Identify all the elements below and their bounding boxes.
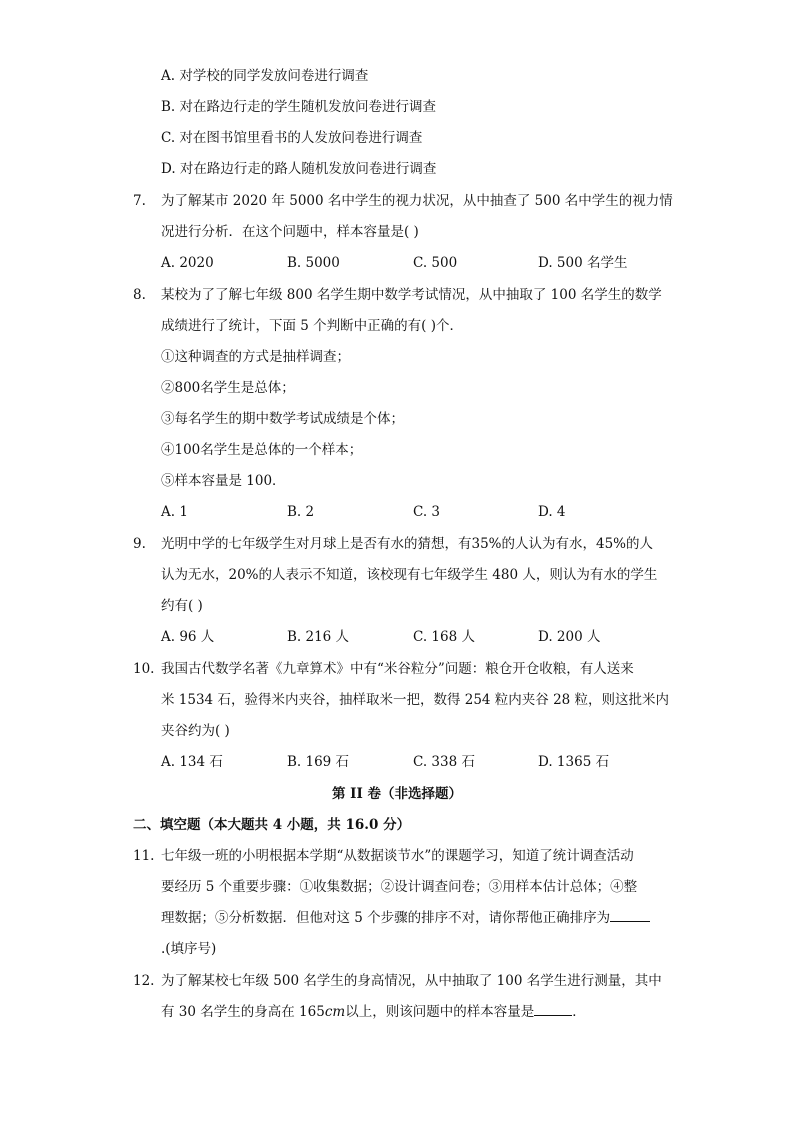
q8-option-c: C. 3: [413, 504, 441, 520]
q11-text-line2: 要经历 5 个重要步骤：①收集数据；②设计调查问卷；③用样本估计总体；④整: [161, 879, 638, 895]
q6-option-a: A. 对学校的同学发放问卷进行调查: [161, 68, 369, 84]
q8-text-line2: 成绩进行了统计，下面 5 个判断中正确的有( )个．: [161, 318, 463, 334]
q12-line2-post: 以上，则该问题中的样本容量是: [345, 1004, 535, 1020]
q12-line2-pre: 有 30 名学生的身高在 165: [161, 1004, 325, 1020]
part2-title: 第 II 卷（非选择题）: [331, 786, 463, 802]
q7-option-c: C. 500: [413, 255, 458, 271]
q8-number: 8.: [133, 287, 146, 303]
q9-text-line3: 约有( ): [161, 598, 203, 614]
q7-option-b: B. 5000: [287, 255, 340, 271]
q11-text-line3: [161, 909, 650, 927]
q12-number: 12.: [133, 973, 155, 989]
q7-text-line2: 况进行分析．在这个问题中，样本容量是( ): [161, 224, 419, 240]
q11-text-line3-content: 理数据；⑤分析数据．但他对这 5 个步骤的排序不对，请你帮他正确排序为: [161, 910, 611, 926]
q9-text-line2: 认为无水，20%的人表示不知道，该校现有七年级学生 480 人，则认为有水的学生: [161, 567, 658, 583]
q11-text-line4: .(填序号): [161, 941, 217, 957]
q8-statement-3: ③每名学生的期中数学考试成绩是个体；: [161, 411, 404, 427]
q8-statement-2: ②800名学生是总体；: [161, 380, 295, 396]
q9-number: 9.: [133, 536, 146, 552]
q9-text-line1: 光明中学的七年级学生对月球上是否有水的猜想，有35%的人认为有水，45%的人: [161, 536, 654, 552]
q8-option-d: D. 4: [538, 504, 566, 520]
q10-option-d: D. 1365 石: [538, 754, 610, 770]
q10-option-c: C. 338 石: [413, 754, 475, 770]
q11-number: 11.: [133, 848, 155, 864]
q9-option-c: C. 168 人: [413, 629, 475, 645]
q12-answer-blank[interactable]: [534, 1003, 572, 1016]
q12-line2-end: ．: [572, 1004, 586, 1020]
q7-option-d: D. 500 名学生: [538, 255, 628, 271]
q10-text-line1: 我国古代数学名著《九章算术》中有“米谷粒分”问题：粮仓开仓收粮，有人送来: [161, 661, 634, 677]
q10-option-b: B. 169 石: [287, 754, 350, 770]
q8-statement-5: ⑤样本容量是 100．: [161, 473, 286, 489]
q11-answer-blank[interactable]: [610, 909, 650, 922]
q6-option-c: C. 对在图书馆里看书的人发放问卷进行调查: [161, 130, 423, 146]
q12-text-line1: 为了解某校七年级 500 名学生的身高情况，从中抽取了 100 名学生进行测量，其中: [161, 973, 662, 989]
q11-text-line1: 七年级一班的小明根据本学期“从数据谈节水”的课题学习，知道了统计调查活动: [161, 848, 634, 864]
q8-statement-1: ①这种调查的方式是抽样调查；: [161, 349, 350, 365]
q12-text-line2: [161, 1003, 586, 1021]
q10-number: 10.: [133, 661, 155, 677]
q8-text-line1: 某校为了了解七年级 800 名学生期中数学考试情况，从中抽取了 100 名学生的数学: [161, 287, 662, 303]
q8-option-a: A. 1: [161, 504, 188, 520]
q8-statement-4: ④100名学生是总体的一个样本；: [161, 442, 363, 458]
section-heading: 二、填空题（本大题共 4 小题，共 16.0 分）: [133, 817, 411, 833]
q9-option-d: D. 200 人: [538, 629, 601, 645]
q6-option-b: B. 对在路边行走的学生随机发放问卷进行调查: [161, 99, 437, 115]
q10-option-a: A. 134 石: [161, 754, 223, 770]
q6-option-d: D. 对在路边行走的路人随机发放问卷进行调查: [161, 161, 437, 177]
q9-option-b: B. 216 人: [287, 629, 350, 645]
q7-option-a: A. 2020: [161, 255, 214, 271]
q7-text-line1: 为了解某市 2020 年 5000 名中学生的视力状况，从中抽查了 500 名中学生的视力情: [161, 193, 673, 209]
q10-text-line2: 米 1534 石，验得米内夹谷，抽样取米一把，数得 254 粒内夹谷 28 粒，则这批米内: [161, 692, 670, 708]
q9-option-a: A. 96 人: [161, 629, 215, 645]
q8-option-b: B. 2: [287, 504, 315, 520]
q7-number: 7.: [133, 193, 146, 209]
q10-text-line3: 夹谷约为( ): [161, 723, 230, 739]
q12-unit: cm: [324, 1004, 346, 1020]
